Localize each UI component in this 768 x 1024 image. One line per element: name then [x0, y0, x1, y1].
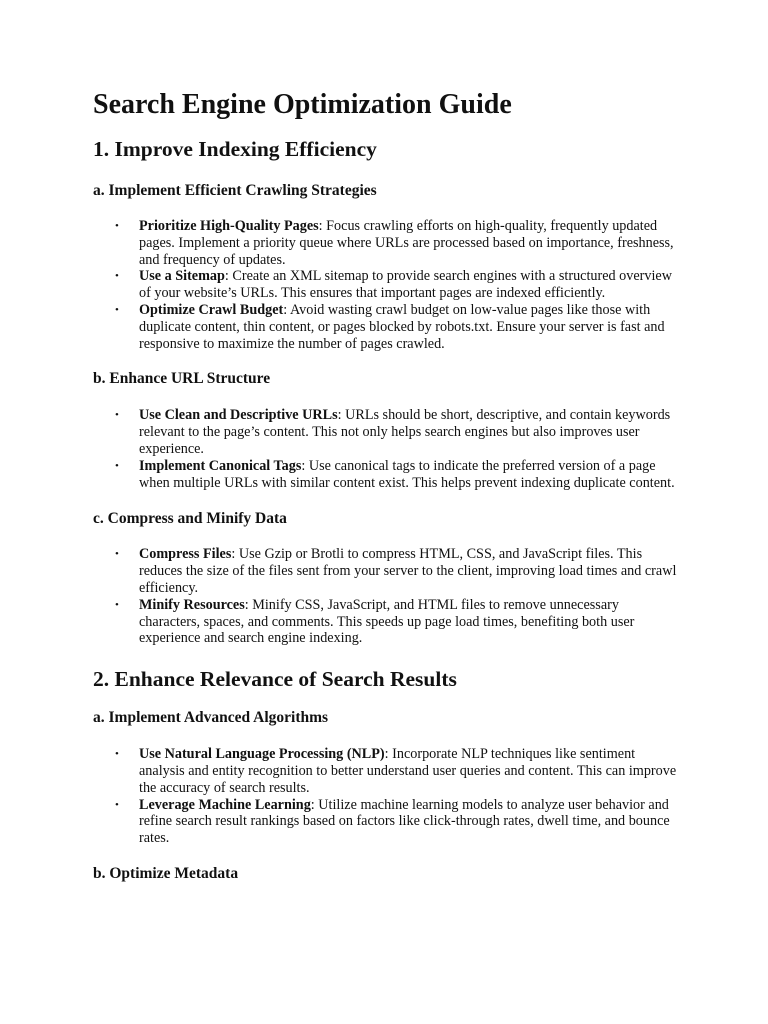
- item-text: : Focus crawling efforts on high-quality, frequently updated pages. Implement a priority queue where URLs are processed based on importance, freshness, and frequency of updates.: [139, 218, 674, 268]
- item-term: Prioritize High-Quality Pages: [139, 218, 319, 234]
- item-term: Use Natural Language Processing (NLP): [139, 746, 385, 763]
- bullet-icon: •: [115, 748, 119, 761]
- bullet-list: [93, 407, 683, 491]
- subsection-heading: c. Compress and Minify Data: [93, 510, 287, 528]
- list-item: [115, 218, 683, 268]
- item-text: : Minify CSS, JavaScript, and HTML files to remove unnecessary characters, spaces, and comments. This speeds up page load times, benefiting both user experience and search engine indexing.: [139, 596, 635, 647]
- bullet-icon: •: [115, 303, 119, 316]
- item-text: : Utilize machine learning models to analyze user behavior and refine search result rankings based on factors like click-through rates, dwell time, and bounce rates.: [139, 796, 670, 847]
- document-page: [93, 86, 683, 884]
- item-term: Use a Sitemap: [139, 268, 225, 285]
- list-item: [115, 796, 683, 847]
- item-term: Optimize Crawl Budget: [139, 301, 284, 318]
- list-item: [115, 596, 683, 647]
- bullet-icon: •: [115, 798, 119, 811]
- bullet-icon: •: [115, 598, 119, 611]
- subsection-heading: b. Optimize Metadata: [93, 864, 239, 882]
- item-term: Leverage Machine Learning: [139, 796, 311, 813]
- list-item: [115, 457, 683, 492]
- bullet-icon: •: [115, 548, 119, 561]
- list-item: [115, 746, 683, 796]
- section-heading: 2. Enhance Relevance of Search Results: [93, 667, 457, 692]
- bullet-icon: •: [115, 459, 119, 472]
- item-term: Use Clean and Descriptive URLs: [139, 407, 338, 424]
- bullet-list: [93, 218, 683, 352]
- bullet-icon: •: [115, 270, 119, 283]
- item-text: : Use canonical tags to indicate the preferred version of a page when multiple URLs with similar content exist. This helps prevent indexing duplicate content.: [139, 457, 675, 491]
- subsection-heading: b. Enhance URL Structure: [93, 370, 271, 388]
- document-title: Search Engine Optimization Guide: [93, 89, 512, 120]
- bullet-icon: •: [115, 220, 119, 232]
- item-term: Compress Files: [139, 546, 232, 563]
- list-item: [115, 407, 683, 457]
- item-text: : URLs should be short, descriptive, and contain keywords relevant to the page’s content. This not only helps search engines but also improves user experience.: [139, 407, 671, 457]
- list-item: [115, 301, 683, 352]
- subsection-heading: a. Implement Advanced Algorithms: [93, 709, 329, 727]
- bullet-list: [93, 546, 683, 647]
- section-heading: 1. Improve Indexing Efficiency: [93, 137, 377, 161]
- item-term: Implement Canonical Tags: [139, 457, 302, 474]
- list-item: [115, 546, 683, 596]
- list-item: [115, 268, 683, 302]
- item-text: : Incorporate NLP techniques like sentiment analysis and entity recognition to better understand user queries and content. This can improve the accuracy of search results.: [139, 746, 677, 796]
- subsection-heading: a. Implement Efficient Crawling Strategies: [93, 182, 377, 199]
- item-text: : Create an XML sitemap to provide search engines with a structured overview of your website’s URLs. This ensures that important pages are indexed efficiently.: [139, 268, 672, 302]
- item-text: : Use Gzip or Brotli to compress HTML, CSS, and JavaScript files. This reduces the size of the files sent from your server to the client, improving load times and crawl efficiency.: [139, 546, 677, 596]
- item-term: Minify Resources: [139, 596, 245, 613]
- bullet-icon: •: [115, 409, 119, 422]
- bullet-list: [93, 746, 683, 847]
- item-text: : Avoid wasting crawl budget on low-value pages like those with duplicate content, thin content, or pages blocked by robots.txt. Ensure your server is fast and responsive to maximize the number of pages crawled.: [139, 301, 665, 352]
